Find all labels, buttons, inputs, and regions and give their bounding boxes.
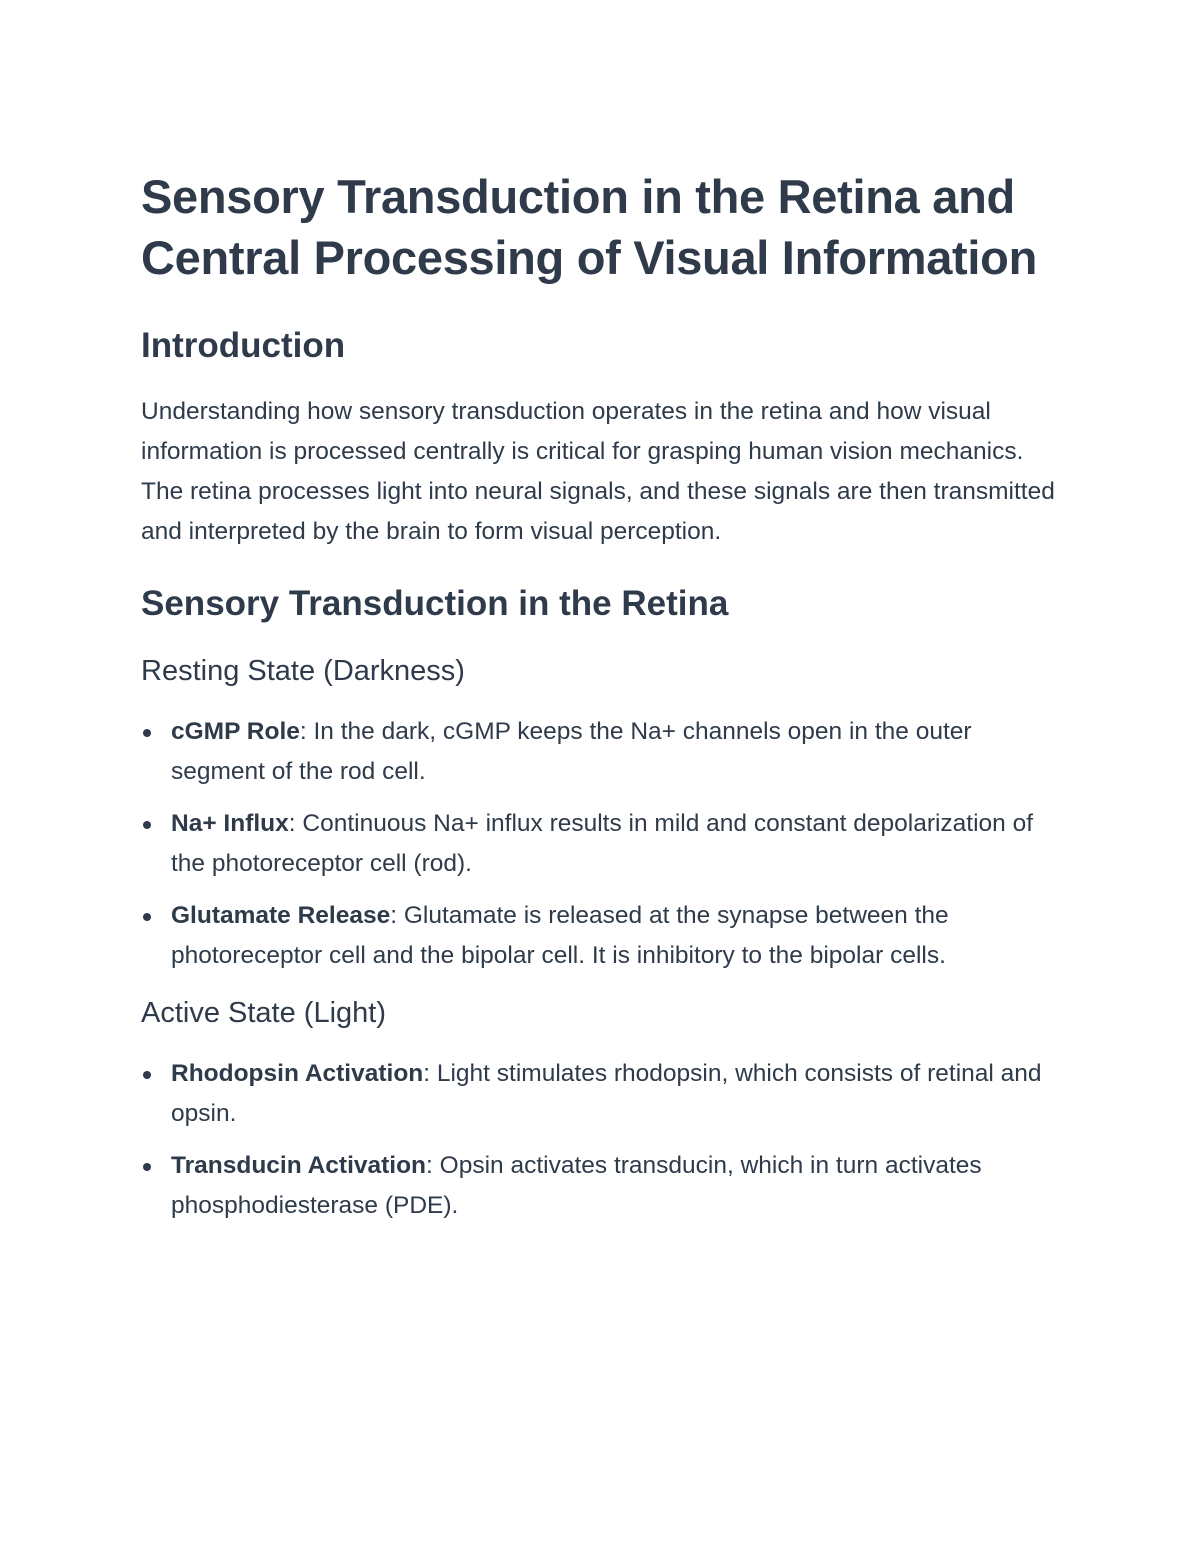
list-item-text: : In the dark, cGMP keeps the Na+ channels open in the outer segment of the rod cell. [171,718,972,785]
list-item [141,1146,1061,1226]
bullet-icon [143,913,151,921]
list-item-term: cGMP Role [171,718,300,745]
bullet-icon [143,729,151,737]
active-state-list [141,1054,1061,1226]
list-item-text: : Opsin activates transducin, which in turn activates phosphodiesterase (PDE). [171,1152,982,1219]
list-item [141,1054,1061,1134]
introduction-heading: Introduction [141,326,346,365]
list-item-text: : Glutamate is released at the synapse between the photoreceptor cell and the bipolar cell. It is inhibitory to the bipolar cells. [171,902,949,969]
document-page [141,166,1061,1238]
introduction-paragraph: Understanding how sensory transduction operates in the retina and how visual information is processed centrally is critical for grasping human vision mechanics. The retina processes light into neural signals, and these signals are then transmitted and interpreted by the brain to form visual perception. [141,398,1055,545]
list-item-text: : Continuous Na+ influx results in mild and constant depolarization of the photoreceptor cell (rod). [171,810,1034,877]
list-item-term: Transducin Activation [171,1152,427,1179]
list-item [141,896,1061,976]
bullet-icon [143,821,151,829]
list-item-text: : Light stimulates rhodopsin, which consists of retinal and opsin. [171,1060,1042,1127]
document-title: Sensory Transduction in the Retina and Central Processing of Visual Information [141,170,1037,284]
list-item-term: Na+ Influx [171,810,289,837]
list-item [141,804,1061,884]
list-item-term: Rhodopsin Activation [171,1060,424,1087]
bullet-icon [143,1163,151,1171]
resting-state-list [141,712,1061,976]
active-state-heading: Active State (Light) [141,997,386,1029]
section-heading: Sensory Transduction in the Retina [141,584,729,623]
list-item [141,712,1061,792]
resting-state-heading: Resting State (Darkness) [141,655,465,687]
bullet-icon [143,1071,151,1079]
list-item-term: Glutamate Release [171,902,391,929]
